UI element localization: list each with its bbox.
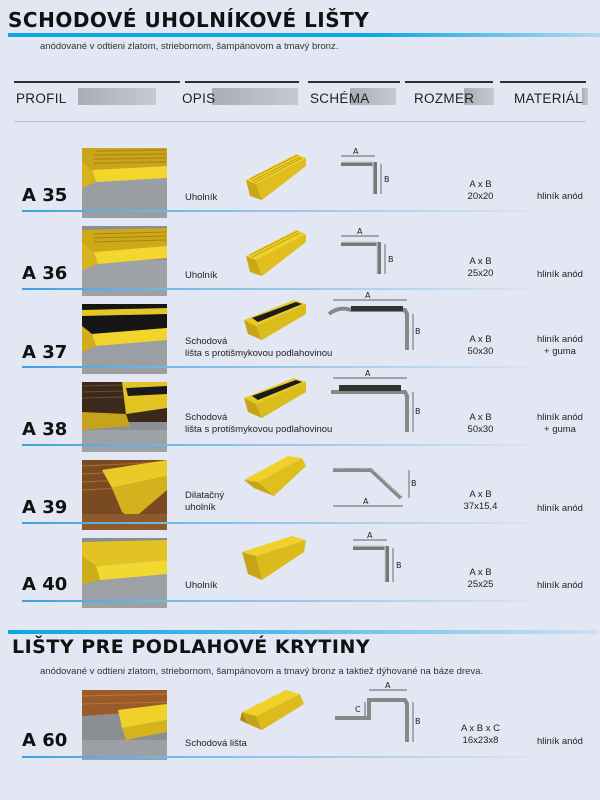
product-dimensions — [438, 412, 523, 436]
product-code: A 40 — [22, 574, 68, 595]
schema-label-a: A — [365, 370, 371, 378]
product-3d-image — [238, 532, 308, 588]
row-divider — [22, 522, 527, 524]
header-line — [185, 81, 299, 83]
schema-label-b: B — [396, 561, 402, 570]
schema-label-b: B — [384, 175, 390, 184]
schema-label-b: B — [415, 717, 420, 726]
description-line: Schodová — [185, 412, 228, 423]
product-code: A 38 — [22, 419, 68, 440]
product-3d-image — [238, 686, 308, 742]
product-description — [185, 412, 332, 436]
schema-label-a: A — [363, 497, 369, 506]
description-line: lišta s protišmykovou podlahovinou — [185, 348, 333, 359]
material-line: + guma — [544, 346, 576, 357]
section-title: SCHODOVÉ UHOLNÍKOVÉ LIŠTY — [8, 8, 370, 32]
row-divider — [22, 756, 527, 758]
product-code: A 35 — [22, 185, 68, 206]
section-subtitle: anódované v odtieni zlatom, striebornom, šampánovom a tmavý bronz. — [40, 41, 339, 52]
section2-title: LIŠTY PRE PODLAHOVÉ KRYTINY — [12, 636, 371, 658]
dimension-value: 16x23x8 — [462, 735, 499, 746]
schema-label-b: B — [415, 407, 420, 416]
product-photo — [82, 382, 167, 452]
column-header-profil: PROFIL — [16, 91, 67, 106]
product-photo — [82, 304, 167, 374]
product-description — [185, 738, 247, 750]
schema-label-b: B — [415, 327, 420, 336]
dimension-label: A x B — [469, 567, 492, 578]
product-material — [520, 580, 600, 592]
profile-schema — [325, 370, 420, 440]
dimension-value: 50x30 — [467, 424, 494, 435]
schema-label-b: B — [388, 255, 394, 264]
header-bar — [212, 88, 298, 105]
header-bar — [78, 88, 156, 105]
product-3d-image — [238, 228, 308, 284]
material-line: hliník anód — [537, 191, 583, 202]
product-dimensions — [438, 179, 523, 203]
section2-topline — [8, 630, 598, 634]
schema-label-a: A — [353, 148, 359, 156]
schema-label-a: A — [385, 681, 391, 690]
material-line: hliník anód — [537, 580, 583, 591]
product-photo — [82, 538, 167, 608]
schema-label-a: A — [357, 227, 363, 236]
product-material — [520, 269, 600, 281]
profile-schema — [325, 454, 420, 524]
title-underline — [8, 33, 600, 37]
product-photo — [82, 460, 167, 530]
column-header-rozmer: ROZMER — [414, 91, 475, 106]
dimension-value: 20x20 — [467, 191, 494, 202]
product-code: A 37 — [22, 342, 68, 363]
row-divider — [22, 444, 527, 446]
dimension-value: 25x20 — [467, 268, 494, 279]
column-header-schema: SCHÉMA — [310, 91, 370, 106]
row-divider — [22, 210, 527, 212]
product-material — [520, 334, 600, 358]
header-line — [405, 81, 493, 83]
material-line: hliník anód — [537, 269, 583, 280]
header-line — [14, 81, 180, 83]
schema-label-c: C — [355, 705, 361, 714]
product-material — [520, 412, 600, 436]
schema-label-a: A — [367, 532, 373, 540]
dimension-value: 25x25 — [467, 579, 494, 590]
product-photo — [82, 148, 167, 218]
row-divider — [22, 366, 527, 368]
profile-schema — [325, 680, 420, 750]
description-line: Schodová lišta — [185, 738, 247, 749]
profile-schema — [325, 226, 420, 296]
column-header-opis: OPIS — [182, 91, 216, 106]
material-line: + guma — [544, 424, 576, 435]
product-dimensions — [438, 334, 523, 358]
material-line: hliník anód — [537, 503, 583, 514]
product-description — [185, 270, 217, 282]
section2-subtitle: anódované v odtieni zlatom, striebornom, šampánovom a tmavý bronz a taktiež dýhované na báze dreva. — [40, 666, 484, 677]
product-photo — [82, 226, 167, 296]
product-code: A 36 — [22, 263, 68, 284]
dimension-label: A x B x C — [460, 723, 501, 734]
dimension-label: A x B — [469, 256, 492, 267]
product-code: A 39 — [22, 497, 68, 518]
row-divider — [22, 600, 527, 602]
header-line — [500, 81, 586, 83]
header-line — [308, 81, 400, 83]
product-dimensions — [438, 489, 523, 513]
description-line: Schodová — [185, 336, 228, 347]
product-photo — [82, 690, 167, 760]
product-dimensions — [438, 723, 523, 747]
product-code: A 60 — [22, 730, 68, 751]
product-description — [185, 336, 332, 360]
description-line: Uholník — [185, 192, 218, 203]
material-line: hliník anód — [537, 736, 583, 747]
profile-schema — [325, 148, 420, 218]
dimension-label: A x B — [469, 334, 492, 345]
product-material — [520, 191, 600, 203]
product-dimensions — [438, 256, 523, 280]
dimension-label: A x B — [469, 412, 492, 423]
row-divider — [22, 288, 527, 290]
profile-schema — [325, 292, 420, 362]
dimension-value: 50x30 — [467, 346, 494, 357]
description-line: lišta s protišmykovou podlahovinou — [185, 424, 333, 435]
dimension-label: A x B — [469, 489, 492, 500]
description-line: uholník — [185, 502, 216, 513]
product-material — [520, 503, 600, 515]
product-description — [185, 192, 217, 204]
column-header-material: MATERIÁL — [514, 91, 583, 106]
product-3d-image — [238, 152, 308, 208]
dimension-value: 37x15,4 — [463, 501, 498, 512]
product-description — [185, 490, 224, 514]
dimension-label: A x B — [469, 179, 492, 190]
product-3d-image — [238, 454, 308, 510]
header-divider — [14, 121, 586, 122]
material-line: hliník anód — [537, 334, 583, 345]
product-material — [520, 736, 600, 748]
description-line: Uholník — [185, 270, 218, 281]
description-line: Dilatačný — [185, 490, 225, 501]
product-description — [185, 580, 217, 592]
schema-label-a: A — [365, 292, 371, 300]
schema-label-b: B — [411, 479, 417, 488]
material-line: hliník anód — [537, 412, 583, 423]
description-line: Uholník — [185, 580, 218, 591]
profile-schema — [325, 532, 420, 602]
product-dimensions — [438, 567, 523, 591]
